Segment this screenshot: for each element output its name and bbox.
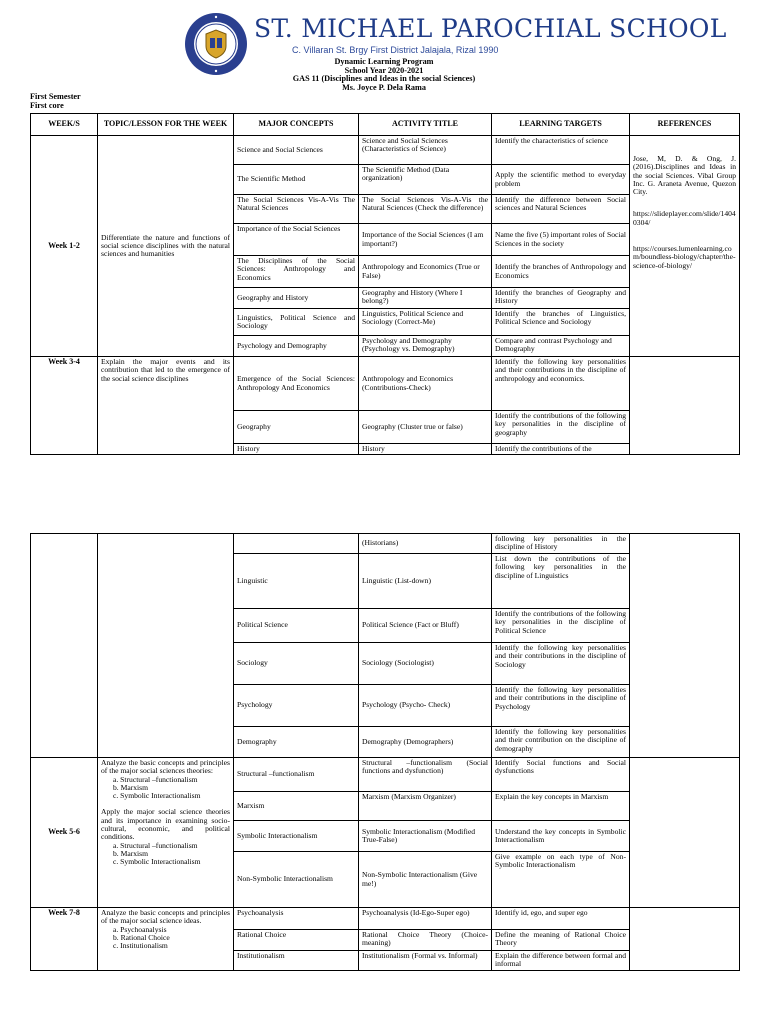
week-cell — [31, 534, 98, 758]
semester-label: First Semester — [30, 92, 81, 101]
table-row — [31, 534, 740, 554]
theory-list — [101, 842, 230, 867]
week-cell: Week 5-6 — [31, 758, 98, 908]
activity-cell: The Scientific Method (Data organization) — [359, 165, 492, 195]
activity-cell: Institutionalism (Formal vs. Informal) — [359, 951, 492, 971]
teacher-line: Ms. Joyce P. Dela Rama — [342, 82, 426, 92]
target-cell: Identify Social functions and Social dysfunctions — [492, 758, 630, 792]
topic-text: Analyze the basic concepts and principles of the major social science ideas. — [101, 908, 230, 926]
school-name: ST. MICHAEL PAROCHIAL SCHOOL — [254, 14, 727, 43]
target-cell: Compare and contrast Psychology and Demography — [492, 336, 630, 357]
activity-cell: History — [359, 444, 492, 455]
concept-cell: Emergence of the Social Sciences: Anthropology And Economics — [234, 357, 359, 411]
target-cell: Apply the scientific method to everyday problem — [492, 165, 630, 195]
concept-cell: Demography — [234, 727, 359, 758]
curriculum-table-page-1 — [30, 113, 740, 455]
concept-cell: Institutionalism — [234, 951, 359, 971]
activity-cell: Linguistics, Political Science and Sociology (Correct-Me) — [359, 309, 492, 336]
concept-cell: History — [234, 444, 359, 455]
topic-cell — [98, 908, 234, 971]
concept-cell: Linguistic — [234, 554, 359, 609]
activity-cell: Psychoanalysis (Id-Ego-Super ego) — [359, 908, 492, 930]
week-cell: Week 7-8 — [31, 908, 98, 971]
activity-cell: Marxism (Marxism Organizer) — [359, 792, 492, 821]
activity-cell: Non-Symbolic Interactionalism (Give me!) — [359, 852, 492, 908]
concept-cell: Marxism — [234, 792, 359, 821]
school-year-line: School Year 2020-2021 — [344, 65, 424, 75]
subject-line: GAS 11 (Disciplines and Ideas in the social Sciences) — [292, 74, 476, 83]
concept-cell: The Scientific Method — [234, 165, 359, 195]
target-cell: Understand the key concepts in Symbolic Interactionalism — [492, 821, 630, 852]
col-header-major-concepts: MAJOR CONCEPTS — [234, 114, 359, 136]
target-cell: Identify the following key personalities and their contributions in the discipline of anthropology and economics. — [492, 357, 630, 411]
activity-cell: Rational Choice Theory (Choice-meaning) — [359, 930, 492, 951]
topic-cell: Differentiate the nature and functions of social science disciplines with the natural sciences and humanities — [98, 136, 234, 357]
activity-cell: Geography and History (Where I belong?) — [359, 288, 492, 309]
activity-cell: Geography (Cluster true or false) — [359, 411, 492, 444]
concept-cell — [234, 534, 359, 554]
reference-link[interactable]: https://slideplayer.com/slide/14040304/ — [633, 209, 736, 227]
target-cell: Explain the difference between formal and informal — [492, 951, 630, 971]
activity-cell: Sociology (Sociologist) — [359, 643, 492, 685]
concept-cell: Science and Social Sciences — [234, 136, 359, 165]
document-heading — [0, 58, 768, 92]
target-cell: Identify the branches of Geography and History — [492, 288, 630, 309]
concept-cell: Structural –functionalism — [234, 758, 359, 792]
activity-cell: Science and Social Sciences (Characteristics of Science) — [359, 136, 492, 165]
target-cell: Identify the following key personalities and their contribution on the discipline of demography — [492, 727, 630, 758]
activity-cell: Symbolic Interactionalism (Modified True-False) — [359, 821, 492, 852]
target-cell: Identify the branches of Anthropology and Economics — [492, 256, 630, 288]
activity-cell: Political Science (Fact or Bluff) — [359, 609, 492, 643]
col-header-activity-title: ACTIVITY TITLE — [359, 114, 492, 136]
concept-cell: Political Science — [234, 609, 359, 643]
list-item: b. Marxism — [113, 782, 149, 792]
page-one — [0, 0, 768, 500]
school-address: C. Villaran St. Brgy First District Jalajala, Rizal 1990 — [292, 45, 499, 55]
table-row — [31, 357, 740, 411]
col-header-learning-targets: LEARNING TARGETS — [492, 114, 630, 136]
list-item: b. Rational Choice — [113, 932, 170, 942]
reference-book: Jose, M, D. & Ong, J. (2016).Disciplines and Ideas in the social Sciences. Vibal Group Inc. G. Araneta Avenue, Quezon City. — [633, 154, 736, 197]
activity-cell: Linguistic (List-down) — [359, 554, 492, 609]
program-line: Dynamic Learning Program — [334, 57, 434, 66]
target-cell: Identify the following key personalities and their contributions in the discipline of Psychology — [492, 685, 630, 727]
target-cell: following key personalities in the discipline of History — [492, 534, 630, 554]
activity-cell: Psychology (Psycho- Check) — [359, 685, 492, 727]
activity-cell: The Social Sciences Vis-A-Vis the Natural Sciences (Check the difference) — [359, 195, 492, 224]
activity-cell: (Historians) — [359, 534, 492, 554]
col-header-topic: TOPIC/LESSON FOR THE WEEK — [98, 114, 234, 136]
concept-cell: Psychoanalysis — [234, 908, 359, 930]
concept-cell: Importance of the Social Sciences — [234, 224, 359, 256]
list-item: a. Psychoanalysis — [113, 924, 167, 934]
table-row — [31, 758, 740, 792]
table-row — [31, 136, 740, 165]
concept-cell: Psychology and Demography — [234, 336, 359, 357]
concept-cell: Non-Symbolic Interactionalism — [234, 852, 359, 908]
target-cell: Give example on each type of Non- Symbolic Interactionalism — [492, 852, 630, 908]
curriculum-table-page-2 — [30, 533, 740, 971]
col-header-weeks: WEEK/S — [31, 114, 98, 136]
target-cell: Identify the contributions of the following key personalities in the discipline of Political Science — [492, 609, 630, 643]
concept-cell: Geography and History — [234, 288, 359, 309]
list-item: a. Structural –functionalism — [113, 774, 198, 784]
concept-cell: Sociology — [234, 643, 359, 685]
concept-cell: The Disciplines of the Social Sciences: Anthropology and Economics — [234, 256, 359, 288]
list-item: b. Marxism — [113, 848, 149, 858]
target-cell: List down the contributions of the following key personalities in the discipline of Linguistics — [492, 554, 630, 609]
target-cell: Identify the following key personalities and their contributions in the discipline of Sociology — [492, 643, 630, 685]
references-cell — [630, 758, 740, 908]
concept-cell: Psychology — [234, 685, 359, 727]
target-cell: Identify the branches of Linguistics, Political Science and Sociology — [492, 309, 630, 336]
activity-cell: Psychology and Demography (Psychology vs. Demography) — [359, 336, 492, 357]
references-cell — [630, 908, 740, 971]
list-item: a. Structural –functionalism — [113, 840, 198, 850]
concept-cell: Rational Choice — [234, 930, 359, 951]
col-header-references: REFERENCES — [630, 114, 740, 136]
target-cell: Identify the characteristics of science — [492, 136, 630, 165]
concept-cell: The Social Sciences Vis-A-Vis The Natural Sciences — [234, 195, 359, 224]
topic-cell: Explain the major events and its contribution that led to the emergence of the social science disciplines — [98, 357, 234, 455]
target-cell: Define the meaning of Rational Choice Theory — [492, 930, 630, 951]
topic-cell — [98, 534, 234, 758]
activity-cell: Importance of the Social Sciences (I am important?) — [359, 224, 492, 256]
activity-cell: Structural –functionalism (Social functions and dysfunction) — [359, 758, 492, 792]
references-cell — [630, 136, 740, 357]
week-cell: Week 3-4 — [31, 357, 98, 455]
table-row — [31, 908, 740, 930]
list-item: c. Institutionalism — [113, 941, 168, 951]
target-cell: Identify id, ego, and super ego — [492, 908, 630, 930]
activity-cell: Anthropology and Economics (True or False) — [359, 256, 492, 288]
concept-cell: Symbolic Interactionalism — [234, 821, 359, 852]
topic-text: Apply the major social science theories and its importance in examining socio-cultural, economic, and political conditions. — [101, 807, 230, 842]
table-header-row — [31, 114, 740, 136]
concept-cell: Geography — [234, 411, 359, 444]
target-cell: Explain the key concepts in Marxism — [492, 792, 630, 821]
topic-cell — [98, 758, 234, 908]
target-cell: Identify the difference between Social sciences and Natural Sciences — [492, 195, 630, 224]
references-cell — [630, 357, 740, 455]
target-cell: Identify the contributions of the following key personalities in the discipline of geography — [492, 411, 630, 444]
references-cell — [630, 534, 740, 758]
concept-cell: Linguistics, Political Science and Sociology — [234, 309, 359, 336]
activity-cell: Anthropology and Economics (Contributions-Check) — [359, 357, 492, 411]
target-cell: Identify the contributions of the — [492, 444, 630, 455]
semester-info — [30, 93, 81, 110]
core-label: First core — [30, 100, 64, 110]
list-item: c. Symbolic Interactionalism — [113, 857, 201, 867]
topic-text: Analyze the basic concepts and principles of the major social sciences theories: — [101, 758, 230, 776]
ideas-list — [101, 926, 230, 951]
theory-list — [101, 776, 230, 801]
activity-cell: Demography (Demographers) — [359, 727, 492, 758]
reference-link[interactable]: https://courses.lumenlearning.com/boundless-biology/chapter/the-science-of-biology/ — [633, 244, 736, 270]
list-item: c. Symbolic Interactionalism — [113, 791, 201, 801]
target-cell: Name the five (5) important roles of Social Sciences in the society — [492, 224, 630, 256]
week-cell: Week 1-2 — [31, 136, 98, 357]
